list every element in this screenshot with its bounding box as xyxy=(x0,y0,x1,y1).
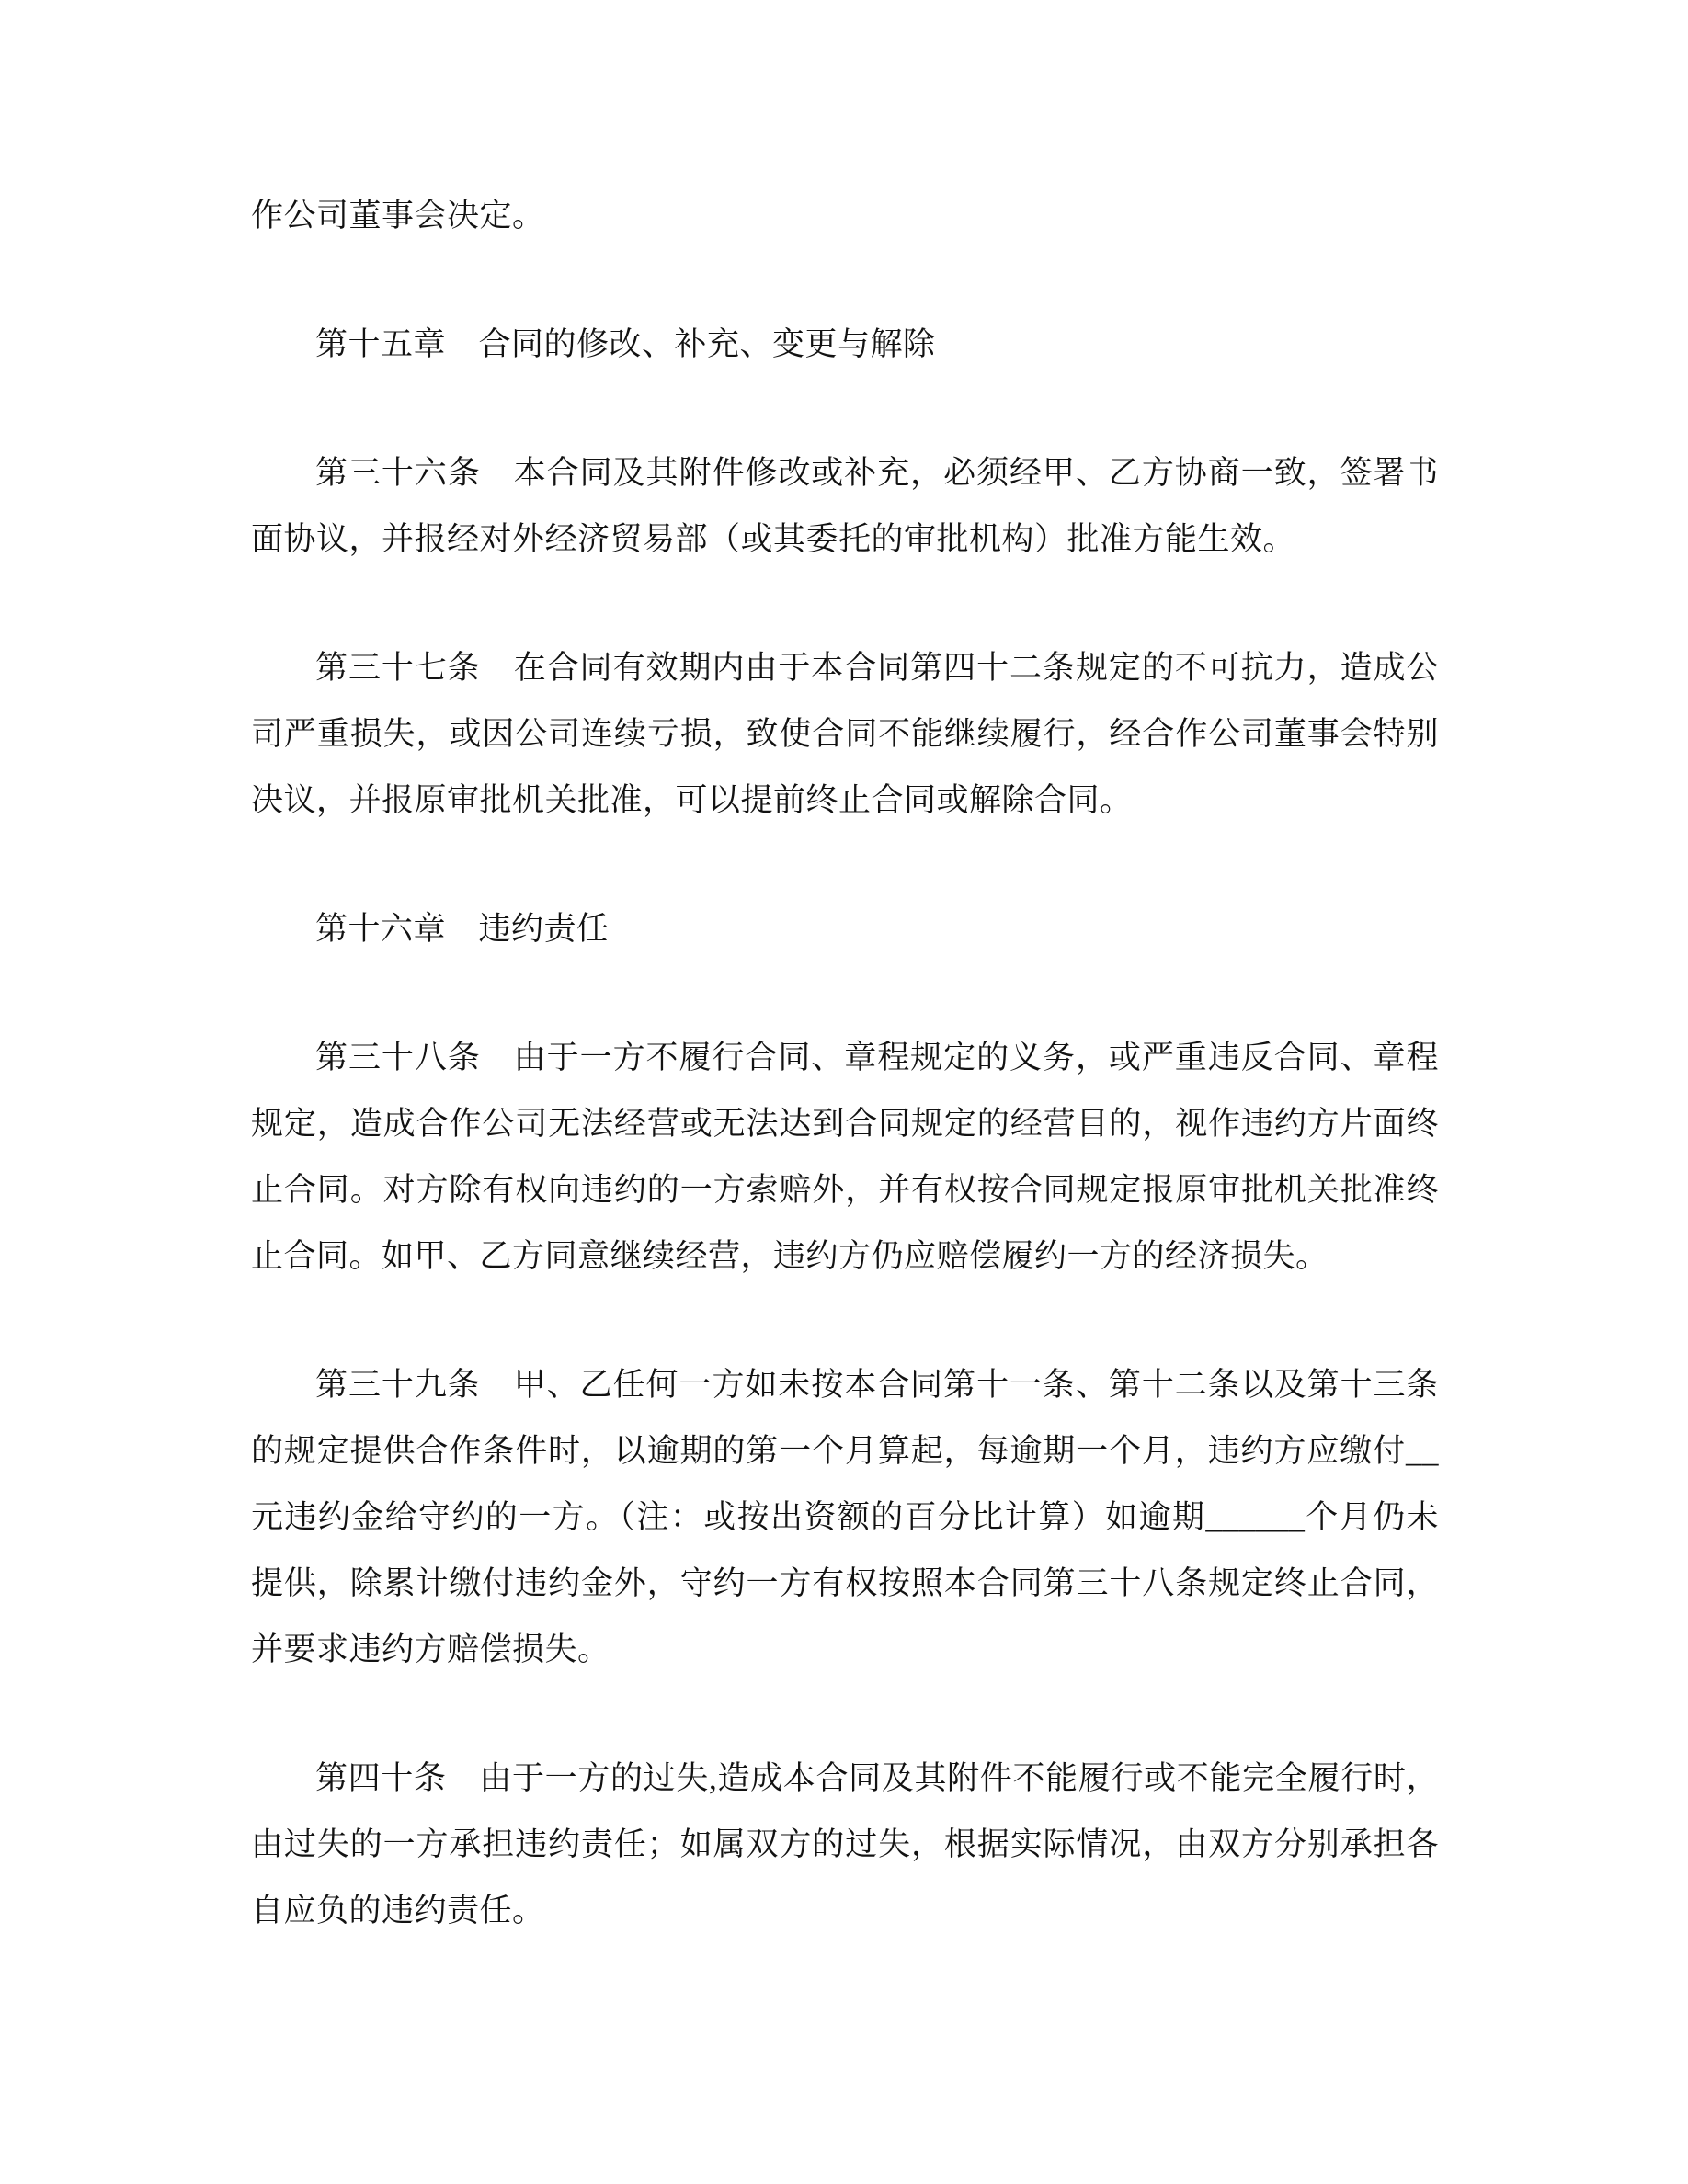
paragraph-line: 止合同。对方除有权向违约的一方索赔外，并有权按合同规定报原审批机关批准终 xyxy=(251,1172,1439,1208)
paragraph-line: 第四十条 由于一方的过失,造成本合同及其附件不能履行或不能完全履行时， xyxy=(315,1760,1439,1796)
paragraph-line: 元违约金给守约的一方。（注：或按出资额的百分比计算）如逾期______个月仍未 xyxy=(251,1499,1439,1535)
article-38 xyxy=(251,1025,1439,1290)
paragraph-line: 并要求违约方赔偿损失。 xyxy=(251,1632,610,1667)
chapter-heading-text: 第十六章 违约责任 xyxy=(315,911,610,947)
paragraph-line: 提供，除累计缴付违约金外，守约一方有权按照本合同第三十八条规定终止合同， xyxy=(251,1565,1439,1601)
paragraph-line: 自应负的违约责任。 xyxy=(251,1893,545,1928)
chapter-15-heading xyxy=(251,312,1439,378)
paragraph-line: 的规定提供合作条件时，以逾期的第一个月算起，每逾期一个月，违约方应缴付__ xyxy=(251,1433,1439,1469)
article-39 xyxy=(251,1352,1439,1683)
paragraph-line: 第三十六条 本合同及其附件修改或补充，必须经甲、乙方协商一致，签署书 xyxy=(315,455,1439,491)
chapter-16-heading xyxy=(251,896,1439,962)
paragraph-line: 止合同。如甲、乙方同意继续经营，违约方仍应赔偿履约一方的经济损失。 xyxy=(251,1238,1329,1274)
paragraph-line: 作公司董事会决定。 xyxy=(251,198,545,233)
paragraph-line: 第三十八条 由于一方不履行合同、章程规定的义务，或严重违反合同、章程 xyxy=(315,1040,1439,1075)
paragraph-line: 由过失的一方承担违约责任；如属双方的过失，根据实际情况，由双方分别承担各 xyxy=(251,1826,1439,1862)
paragraph-line: 决议，并报原审批机关批准，可以提前终止合同或解除合同。 xyxy=(251,782,1133,818)
paragraph-line: 第三十九条 甲、乙任何一方如未按本合同第十一条、第十二条以及第十三条 xyxy=(315,1367,1439,1403)
article-37 xyxy=(251,635,1439,834)
paragraph-line: 面协议，并报经对外经济贸易部（或其委托的审批机构）批准方能生效。 xyxy=(251,521,1296,557)
article-36 xyxy=(251,440,1439,573)
chapter-heading-text: 第十五章 合同的修改、补充、变更与解除 xyxy=(315,326,936,362)
article-40 xyxy=(251,1746,1439,1944)
paragraph-line: 司严重损失，或因公司连续亏损，致使合同不能继续履行，经合作公司董事会特别 xyxy=(251,716,1439,752)
paragraph-line: 第三十七条 在合同有效期内由于本合同第四十二条规定的不可抗力，造成公 xyxy=(315,650,1439,686)
paragraph-line: 规定，造成合作公司无法经营或无法达到合同规定的经营目的，视作违约方片面终 xyxy=(251,1106,1439,1142)
paragraph-continuation xyxy=(251,183,1439,249)
